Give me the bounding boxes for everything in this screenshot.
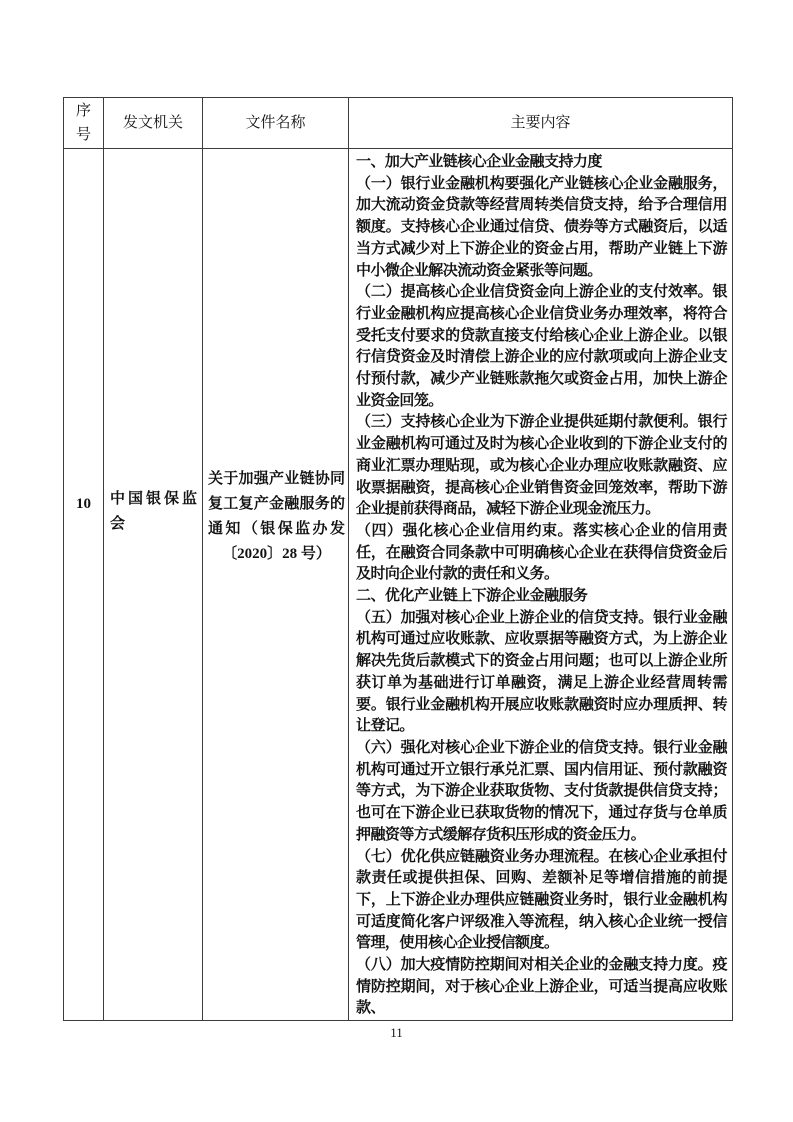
cell-agency: [104, 149, 203, 1021]
content-paragraph: （四）强化核心企业信用约束。落实核心企业的信用责任，在融资合同条款中可明确核心企业在获得信贷资金后及时向企业付款的责任和义务。: [356, 522, 727, 583]
content-paragraph: （五）加强对核心企业上游企业的信贷支持。银行业金融机构可通过应收账款、应收票据等融资方式，为上游企业解决先货后款模式下的资金占用问题；也可以上游企业所获订单为基础进行订单融资，满足上游企业经营周转需要。银行业金融机构开展应收账款融资时应办理质押、转让登记。: [356, 609, 727, 735]
content-paragraph: 二、优化产业链上下游企业金融服务: [356, 588, 588, 605]
header-doc-name-label: 文件名称: [245, 114, 306, 131]
regulations-table: [63, 97, 733, 1021]
doc-name-value: 关于加强产业链协同复工复产金融服务的通知（银保监办发〔2020〕28 号）: [208, 471, 345, 562]
header-content-label: 主要内容: [510, 114, 571, 131]
cell-content: [349, 149, 733, 1021]
header-content: [349, 98, 733, 149]
table-row: [64, 149, 733, 1021]
content-paragraph: （八）加大疫情防控期间对相关企业的金融支持力度。疫情防控期间，对于核心企业上游企业，可适当提高应收账款、: [356, 957, 727, 1017]
header-seq: [64, 98, 104, 149]
header-agency-label: 发文机关: [122, 114, 183, 131]
header-doc-name: [203, 98, 349, 149]
table-header-row: [64, 98, 733, 149]
content-paragraph: （七）优化供应链融资业务办理流程。在核心企业承担付款责任或提供担保、回购、差额补足等增信措施的前提下，上下游企业办理供应链融资业务时，银行业金融机构可适度简化客户评级准入等流程，纳入核心企业统一授信管理，使用核心企业授信额度。: [356, 848, 727, 952]
header-seq-label: 序号: [75, 103, 91, 143]
cell-seq: [64, 149, 104, 1021]
content-paragraph: （三）支持核心企业为下游企业提供延期付款便利。银行业金融机构可通过及时为核心企业收到的下游企业支付的商业汇票办理贴现，或为核心企业办理应收账款融资、应收票据融资，提高核心企业销售资金回笼效率，帮助下游企业提前获得商品，减轻下游企业现金流压力。: [356, 414, 727, 518]
cell-doc-name: [203, 149, 349, 1021]
content-paragraphs: [356, 152, 727, 1020]
header-agency: [104, 98, 203, 149]
agency-value: 中国银保监会: [110, 491, 197, 532]
content-paragraph: 一、加大产业链核心企业金融支持力度: [356, 154, 602, 170]
content-paragraph: （六）强化对核心企业下游企业的信贷支持。银行业金融机构可通过开立银行承兑汇票、国内信用证、预付款融资等方式，为下游企业获取货物、支付货款提供信贷支持；也可在下游企业已获取货物的情况下，通过存货与仓单质押融资等方式缓解存货积压形成的资金压力。: [356, 739, 727, 843]
content-paragraph: （一）银行业金融机构要强化产业链核心企业金融服务，加大流动资金贷款等经营周转类信贷支持，给予合理信用额度。支持核心企业通过信贷、债券等方式融资后，以适当方式减少对上下游企业的资金占用，帮助产业链上下游中小微企业解决流动资金紧张等问题。: [356, 175, 727, 279]
page-number: 11: [390, 1025, 403, 1040]
content-paragraph: （二）提高核心企业信贷资金向上游企业的支付效率。银行业金融机构应提高核心企业信贷业务办理效率，将符合受托支付要求的贷款直接支付给核心企业上游企业。以银行信贷资金及时清偿上游企业的应付款项或向上游企业支付预付款，减少产业链账款拖欠或资金占用，加快上游企业资金回笼。: [356, 284, 727, 409]
seq-value: 10: [76, 496, 91, 512]
